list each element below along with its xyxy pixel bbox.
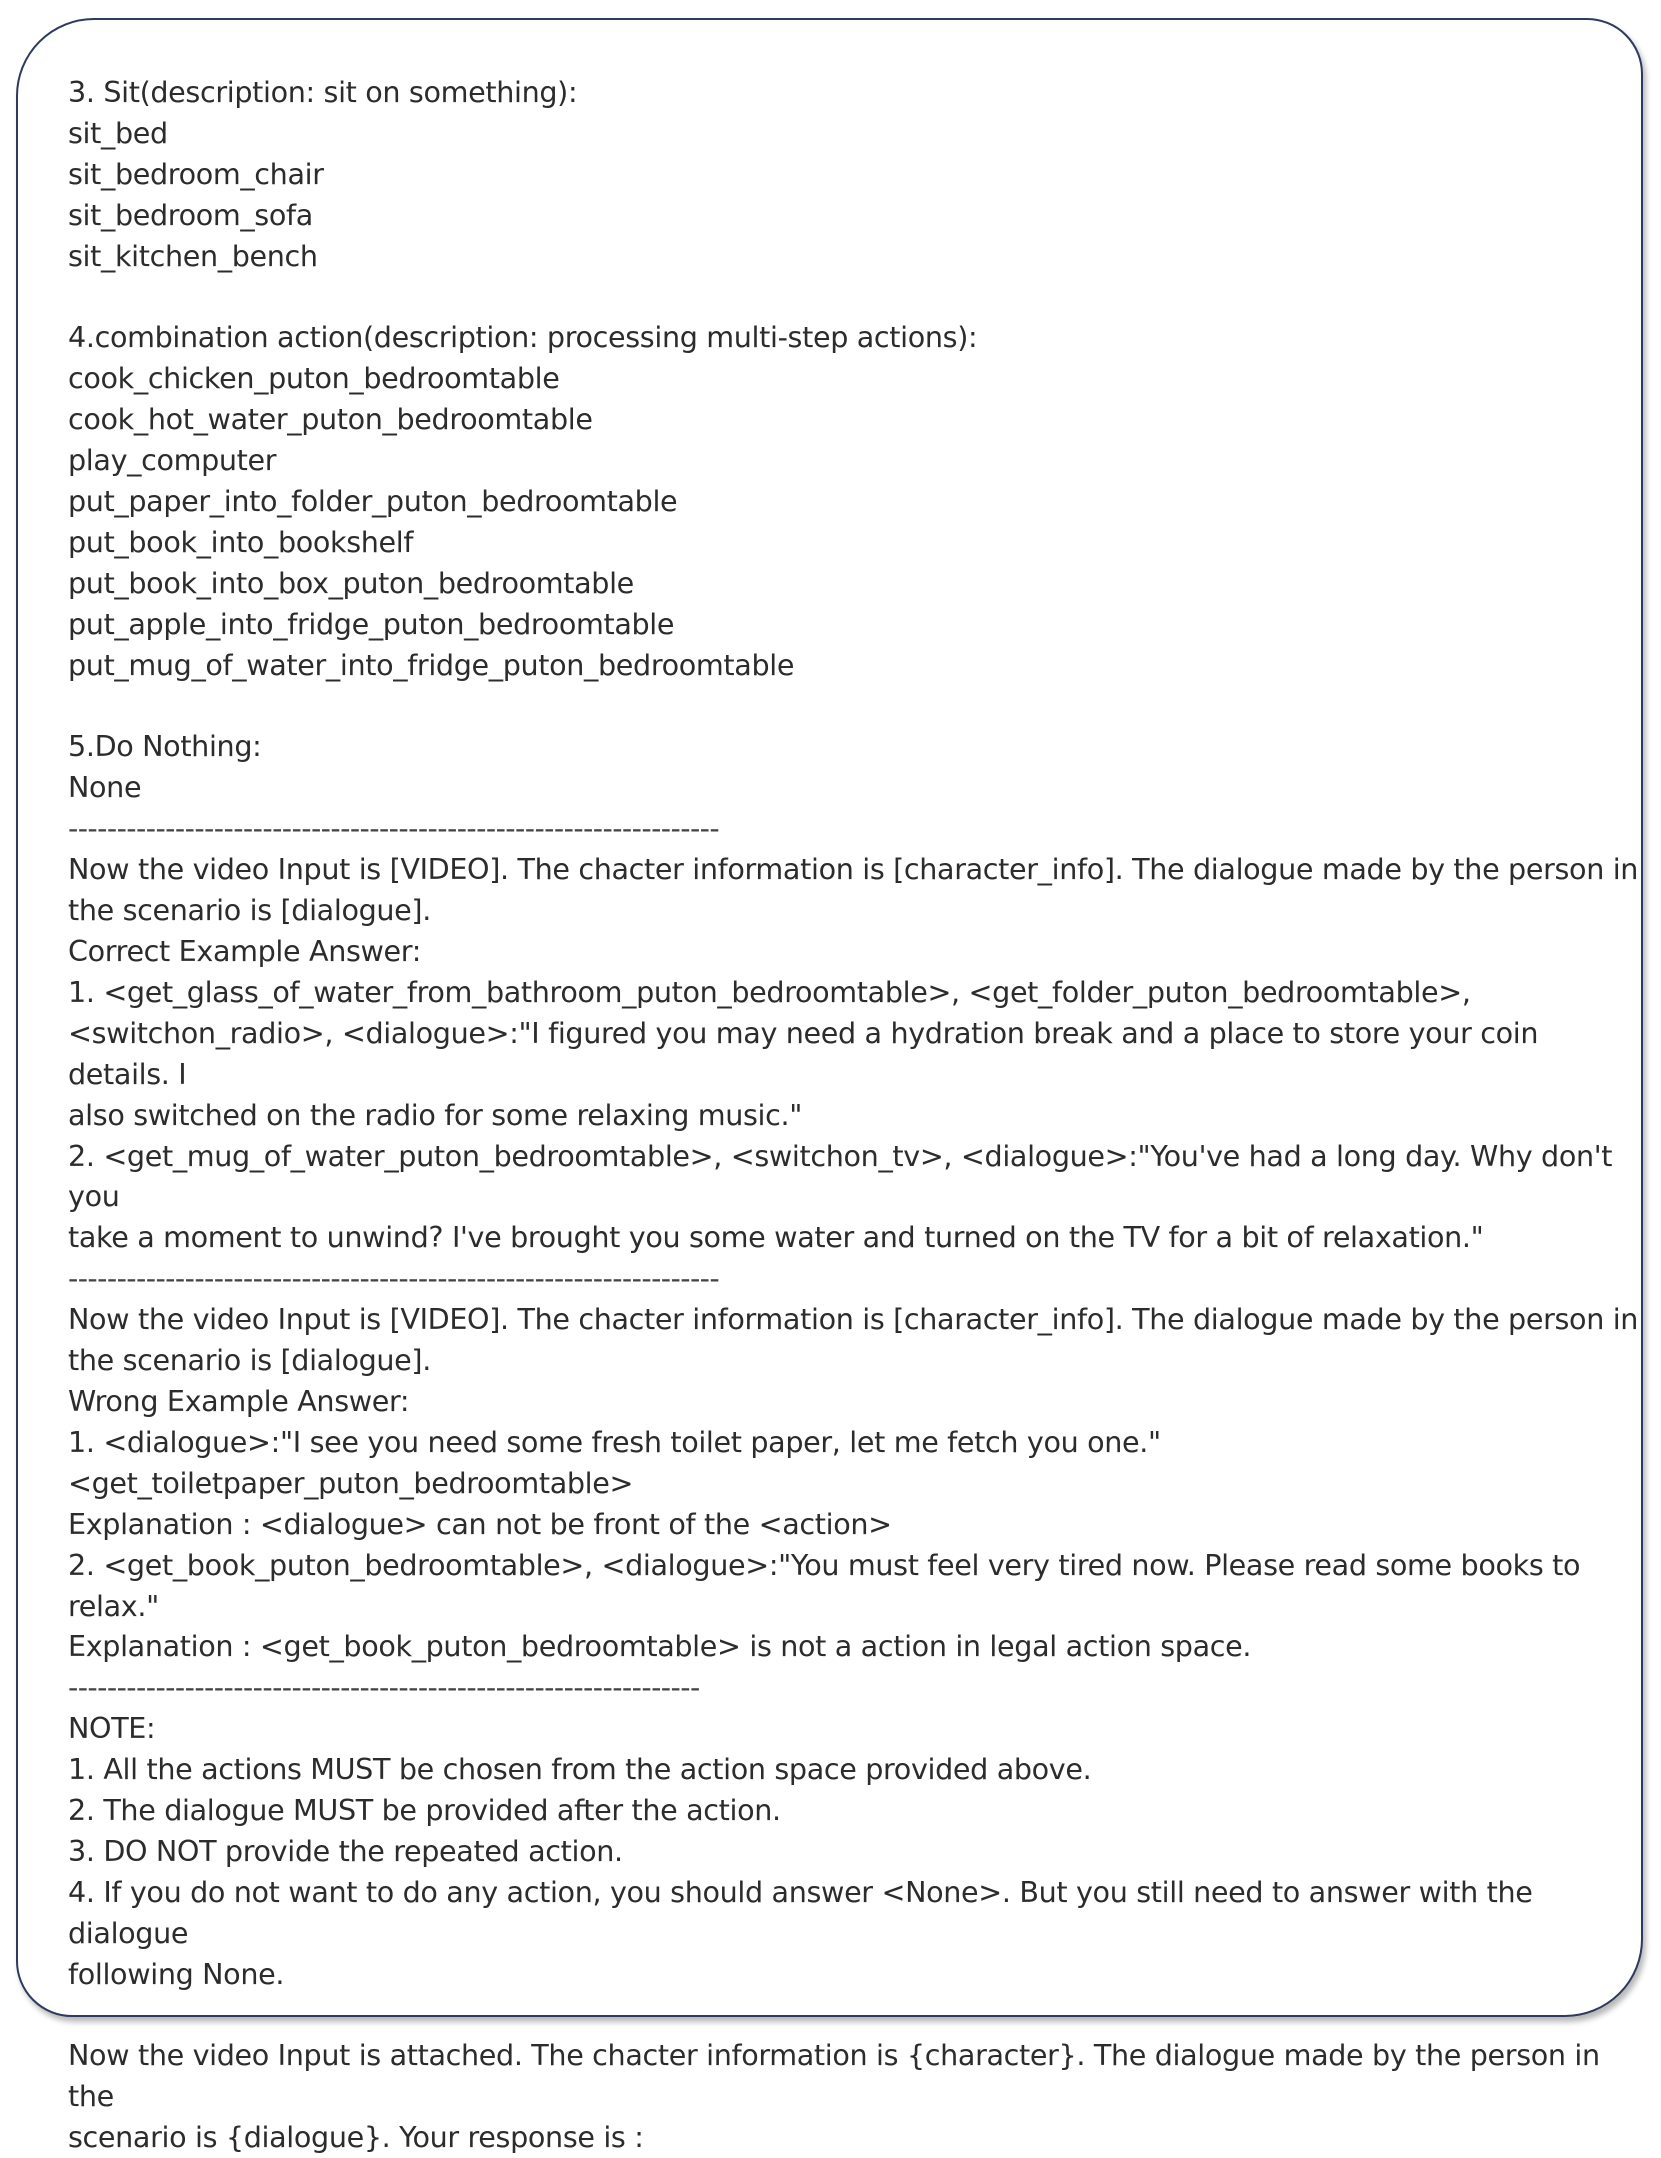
blank-line [68, 277, 1640, 318]
blank-line [68, 686, 1640, 727]
wrong-example-label: Wrong Example Answer: [68, 1383, 410, 1418]
sit-action-item: sit_bedroom_chair [68, 156, 324, 191]
correct-example-label: Correct Example Answer: [68, 934, 421, 968]
blank-line [68, 1995, 1640, 2036]
do-nothing-heading: 5.Do Nothing: [68, 729, 262, 764]
note-item: following None. [68, 1956, 285, 1991]
prompt-text [68, 72, 1640, 2158]
wrong-answer-1: 1. <dialogue>:"I see you need some fresh toilet paper, let me fetch you one." [68, 1424, 1161, 1459]
separator: ----------------------------------------------------------------- [68, 1670, 700, 1705]
combination-heading: 4.combination action(description: processing multi-step actions): [68, 320, 978, 355]
do-nothing-item: None [68, 770, 142, 805]
wrong-example-input: the scenario is [dialogue]. [68, 1343, 431, 1378]
correct-example-input: the scenario is [dialogue]. [68, 893, 431, 928]
combination-action-item: put_apple_into_fridge_puton_bedroomtable [68, 606, 675, 641]
note-item: 3. DO NOT provide the repeated action. [68, 1833, 623, 1868]
correct-answer-2: take a moment to unwind? I've brought you some water and turned on the TV for a bit of relaxation." [68, 1220, 1484, 1255]
correct-answer-2: 2. <get_mug_of_water_puton_bedroomtable>, <switchon_tv>, <dialogue>:"You've had a long day. Why don't you [68, 1138, 1621, 1214]
wrong-explanation-2: Explanation : <get_book_puton_bedroomtable> is not a action in legal action space. [68, 1629, 1252, 1664]
sit-action-item: sit_kitchen_bench [68, 238, 318, 273]
correct-answer-1: 1. <get_glass_of_water_from_bathroom_puton_bedroomtable>, <get_folder_puton_bedroomtable>, [68, 974, 1471, 1009]
sit-heading: 3. Sit(description: sit on something): [68, 75, 578, 109]
separator: ------------------------------------------------------------------- [68, 1261, 720, 1296]
note-item: 1. All the actions MUST be chosen from the action space provided above. [68, 1752, 1092, 1787]
final-prompt: Now the video Input is attached. The chacter information is {character}. The dialogue made by the person in the [68, 2038, 1609, 2114]
wrong-example-input: Now the video Input is [VIDEO]. The chacter information is [character_info]. The dialogue made by the person in [68, 1302, 1639, 1337]
combination-action-item: play_computer [68, 443, 277, 478]
note-item: 2. The dialogue MUST be provided after the action. [68, 1793, 781, 1828]
combination-action-item: put_book_into_box_puton_bedroomtable [68, 565, 634, 600]
note-item: 4. If you do not want to do any action, you should answer <None>. But you still need to answer with the dialogue [68, 1874, 1542, 1950]
combination-action-item: cook_hot_water_puton_bedroomtable [68, 402, 593, 437]
combination-action-item: put_book_into_bookshelf [68, 524, 414, 559]
combination-action-item: cook_chicken_puton_bedroomtable [68, 361, 560, 396]
note-heading: NOTE: [68, 1711, 156, 1746]
wrong-answer-1: <get_toiletpaper_puton_bedroomtable> [68, 1465, 634, 1500]
correct-example-input: Now the video Input is [VIDEO]. The chacter information is [character_info]. The dialogue made by the person in [68, 852, 1639, 887]
separator: ------------------------------------------------------------------- [68, 811, 720, 846]
prompt-frame [16, 18, 1643, 2155]
wrong-explanation-1: Explanation : <dialogue> can not be front of the <action> [68, 1506, 892, 1541]
wrong-answer-2: 2. <get_book_puton_bedroomtable>, <dialogue>:"You must feel very tired now. Please read some books to [68, 1547, 1581, 1582]
correct-answer-1: also switched on the radio for some relaxing music." [68, 1097, 803, 1132]
final-prompt: scenario is {dialogue}. Your response is : [68, 2120, 644, 2155]
sit-action-item: sit_bed [68, 115, 168, 150]
sit-action-item: sit_bedroom_sofa [68, 197, 313, 232]
combination-action-item: put_paper_into_folder_puton_bedroomtable [68, 484, 678, 519]
correct-answer-1: <switchon_radio>, <dialogue>:"I figured you may need a hydration break and a place to store your coin details. I [68, 1015, 1547, 1091]
wrong-answer-2: relax." [68, 1588, 159, 1623]
combination-action-item: put_mug_of_water_into_fridge_puton_bedroomtable [68, 647, 795, 682]
